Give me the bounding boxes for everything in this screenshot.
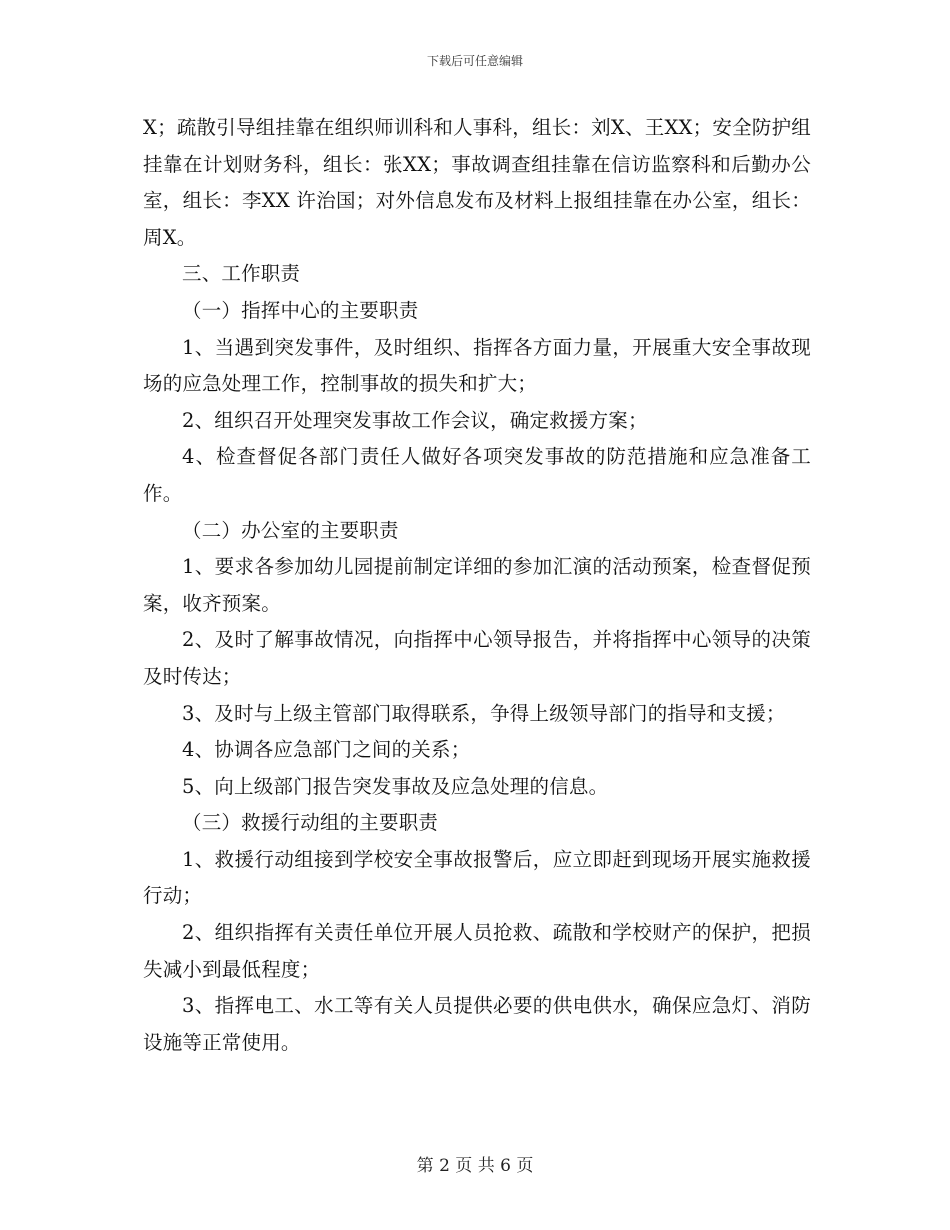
list-item: 3、及时与上级主管部门取得联系，争得上级领导部门的指导和支援；	[182, 701, 786, 725]
list-item: 4、检查督促各部门责任人做好各项突发事故的防范措施和应急准备工作。	[143, 445, 811, 505]
section-heading: 三、工作职责	[182, 262, 301, 286]
page-header: 下载后可任意编辑	[426, 54, 523, 68]
list-item: 2、组织指挥有关责任单位开展人员抢救、疏散和学校财产的保护，把损失减小到最低程度；	[143, 921, 811, 981]
list-item: 2、及时了解事故情况，向指挥中心领导报告，并将指挥中心领导的决策及时传达；	[143, 628, 811, 688]
document-body	[143, 110, 811, 1061]
page-number-footer: 第 2 页 共 6 页	[416, 1156, 534, 1176]
list-item: 1、当遇到突发事件，及时组织、指挥各方面力量，开展重大安全事故现场的应急处理工作，控制事故的损失和扩大；	[143, 335, 811, 396]
paragraph-1: X；疏散引导组挂靠在组织师训科和人事科，组长：刘X、王XX；安全防护组挂靠在计划财务科，组长：张XX；事故调查组挂靠在信访监察科和后勤办公室，组长：李XX 许治国；对外信息发布及材料上报组挂靠在办公室，组长：周X。	[143, 116, 811, 249]
list-item: 1、救援行动组接到学校安全事故报警后，应立即赶到现场开展实施救援行动；	[143, 847, 811, 908]
subsection-heading-2: （二）办公室的主要职责	[182, 518, 399, 542]
list-item: 4、协调各应急部门之间的关系；	[182, 738, 471, 762]
list-item: 1、要求各参加幼儿园提前制定详细的参加汇演的活动预案，检查督促预案，收齐预案。	[143, 555, 811, 615]
subsection-heading-1: （一）指挥中心的主要职责	[182, 298, 419, 322]
subsection-heading-3: （三）救援行动组的主要职责	[182, 811, 439, 835]
list-item: 5、向上级部门报告突发事故及应急处理的信息。	[182, 774, 609, 798]
list-item: 2、组织召开处理突发事故工作会议，确定救援方案；	[182, 408, 648, 432]
list-item: 3、指挥电工、水工等有关人员提供必要的供电供水，确保应急灯、消防设施等正常使用。	[143, 994, 811, 1054]
